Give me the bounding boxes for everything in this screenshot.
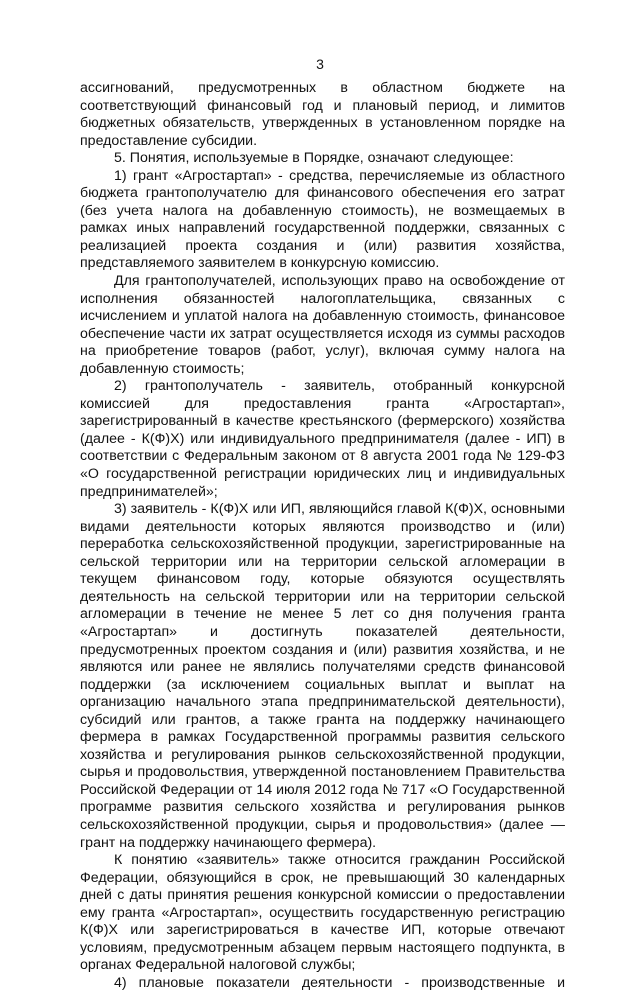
paragraph-definition-grantee: 2) грантополучатель - заявитель, отобранный конкурсной комиссией для предоставления гранта «Агростартап», зарегистрированный в качестве крестьянского (фермерского) хозяйства (далее - К(Ф)Х) или индивидуального предпринимателя (далее - ИП) в соответствии с Федеральным законом от 8 августа 2001 года № 129-ФЗ «О государственной регистрации юридических лиц и индивидуальных предпринимателей»; xyxy=(80,378,565,500)
paragraph-continuation: ассигнований, предусмотренных в областном бюджете на соответствующий финансовый год и плановый период, и лимитов бюджетных обязательств, утвержденных в установленном порядке на предоставление субсидии. xyxy=(80,80,565,149)
paragraph-definition-grant: 1) грант «Агростартап» - средства, перечисляемые из областного бюджета грантополучателю для финансового обеспечения его затрат (без учета налога на добавленную стоимость), не возмещаемых в рамках иных направлений государственной поддержки, связанных с реализацией проекта создания и (или) развития хозяйства, представляемого заявителем в конкурсную комиссию. xyxy=(80,167,565,272)
page-number: 3 xyxy=(316,56,324,72)
paragraph-planned-indicators: 4) плановые показатели деятельности - производственные и xyxy=(114,974,565,991)
document-body xyxy=(80,80,565,992)
paragraph-definition-applicant: 3) заявитель - К(Ф)Х или ИП, являющийся главой К(Ф)Х, основными видами деятельности которых являются производство и (или) переработка сельскохозяйственной продукции, зарегистрированные на сельской территории или на территории сельской агломерации в текущем финансовом году, которые обязуются осуществлять деятельность на сельской территории или на территории сельской агломерации в течение не менее 5 лет со дня получения гранта «Агростартап» и достигнуть показателей деятельности, предусмотренных проектом создания и (или) развития хозяйства, и не являются или ранее не являлись получателями средств финансовой поддержки (за исключением социальных выплат и выплат на организацию начального этапа предпринимательской деятельности), субсидий или грантов, а также гранта на поддержку начинающего фермера в рамках Государственной программы развития сельского хозяйства и регулирования рынков сельскохозяйственной продукции, сырья и продовольствия, утвержденной постановлением Правительства Российской Федерации от 14 июля 2012 года № 717 «О Государственной программе развития сельского хозяйства и регулирования рынков сельскохозяйственной продукции, сырья и продовольствия» (далее — грант на поддержку начинающего фермера). xyxy=(80,501,565,851)
paragraph-vat-note: Для грантополучателей, использующих право на освобождение от исполнения обязанностей налогоплательщика, связанных с исчислением и уплатой налога на добавленную стоимость, финансовое обеспечение части их затрат осуществляется исходя из суммы расходов на приобретение товаров (работ, услуг), включая сумму налога на добавленную стоимость; xyxy=(80,273,565,377)
paragraph-applicant-citizen: К понятию «заявитель» также относится гражданин Российской Федерации, обязующийся в срок, не превышающий 30 календарных дней с даты принятия решения конкурсной комиссии о предоставлении ему гранта «Агростартап», осуществить государственную регистрацию К(Ф)Х или зарегистрироваться в качестве ИП, которые отвечают условиям, предусмотренным абзацем первым настоящего подпункта, в органах Федеральной налоговой службы; xyxy=(80,852,565,974)
paragraph-definitions-intro: 5. Понятия, используемые в Порядке, означают следующее: xyxy=(114,150,514,167)
